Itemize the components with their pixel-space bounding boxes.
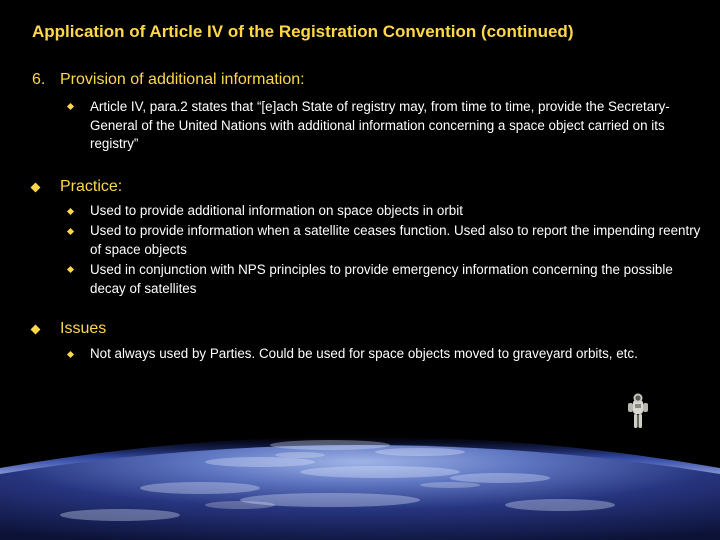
section-heading-text: Provision of additional information:	[60, 71, 305, 88]
section-heading-practice: Practice:	[60, 178, 123, 195]
slide-title: Application of Article IV of the Registration Convention (continued)	[32, 22, 574, 41]
section-heading-issues: Issues	[60, 320, 107, 337]
list-item: Not always used by Parties. Could be used for space objects moved to graveyard orbits, etc.	[90, 346, 638, 361]
section-heading-provision	[32, 71, 305, 89]
list-item: Article IV, para.2 states that “[e]ach State of registry may, from time to time, provide the Secretary-General of the United Nations with additional information concerning a space object carried on its registry”	[90, 99, 670, 151]
list-item: Used to provide additional information on space objects in orbit	[90, 203, 463, 218]
astronaut-figure	[626, 392, 650, 432]
list-item: Used to provide information when a satellite ceases function. Used also to report the impending reentry of space objects	[90, 223, 701, 257]
section-number: 6.	[32, 71, 46, 88]
list-item: Used in conjunction with NPS principles to provide emergency information concerning the possible decay of satellites	[90, 262, 673, 296]
